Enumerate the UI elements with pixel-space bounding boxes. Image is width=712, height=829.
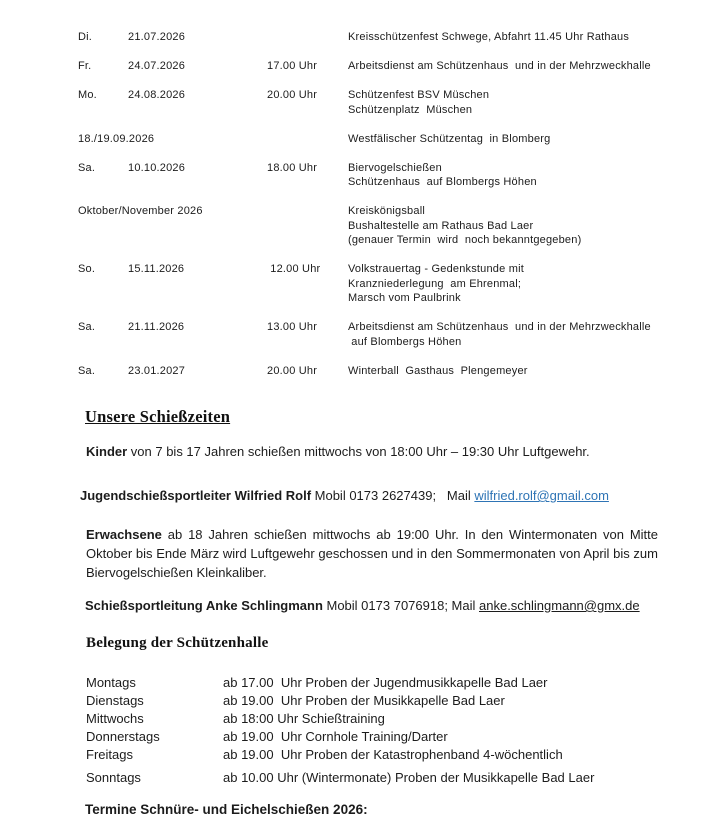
hall-day: Montags — [86, 675, 136, 690]
hall-text: ab 19.00 Uhr Proben der Musikkapelle Bad Laer — [223, 693, 505, 708]
hall-day: Donnerstags — [86, 729, 160, 744]
event-description-line: auf Blombergs Höhen — [348, 335, 462, 348]
event-row — [78, 30, 678, 45]
hall-row — [86, 692, 563, 710]
event-date: 15.11.2026 — [128, 263, 185, 275]
event-description-line: Kreisschützenfest Schwege, Abfahrt 11.45 Uhr Rathaus — [348, 31, 630, 43]
event-date: 10.10.2026 — [128, 161, 186, 174]
event-date: 24.08.2026 — [128, 89, 186, 101]
hall-day: Dienstags — [86, 693, 144, 708]
event-description — [348, 161, 678, 190]
event-date: 21.11.2026 — [128, 321, 185, 333]
event-description-line: Kreiskönigsball — [348, 205, 425, 217]
hall-row — [86, 746, 563, 764]
event-row — [78, 320, 678, 349]
schiessportleitung-name: Schießsportleitung Anke Schlingmann — [85, 598, 323, 613]
erwachsene-label: Erwachsene — [86, 527, 162, 542]
event-time: 13.00 Uhr — [267, 321, 318, 333]
erwachsene-text: ab 18 Jahren schießen mittwochs ab 19:00 Uhr. In den Wintermonaten von Mitte Oktober bis Ende März wird Luftgewehr geschossen und in den Sommermonaten von April bis zum Biervogelschießen Kleinkaliber. — [86, 527, 658, 580]
event-date: 21.07.2026 — [128, 31, 186, 43]
kinder-paragraph — [86, 443, 590, 460]
event-schedule-table — [78, 30, 678, 393]
event-day: Sa. — [78, 161, 96, 174]
schiessportleitung-email-link[interactable]: anke.schlingmann@gmx.de — [479, 598, 640, 613]
hall-day: Freitags — [86, 747, 133, 762]
event-day: So. — [78, 263, 96, 275]
kinder-label: Kinder — [86, 444, 128, 459]
schiessportleitung-contact: Mobil 0173 7076918; Mail — [322, 598, 479, 613]
hall-day: Mittwochs — [86, 711, 144, 726]
erwachsene-paragraph — [86, 525, 658, 582]
event-description — [348, 132, 678, 147]
hall-text: ab 19.00 Uhr Cornhole Training/Darter — [223, 729, 448, 744]
event-day: Mo. — [78, 89, 97, 101]
section-heading-schiesszeiten: Unsere Schießzeiten — [85, 407, 231, 426]
event-description-line: Arbeitsdienst am Schützenhaus und in der Mehrzweckhalle — [348, 60, 651, 72]
event-description — [348, 320, 678, 349]
event-row — [78, 59, 678, 74]
event-description — [348, 88, 678, 117]
event-date-range: Oktober/November 2026 — [78, 205, 203, 217]
jugendleiter-email-link[interactable]: wilfried.rolf@gmail.com — [474, 488, 609, 503]
event-row — [78, 204, 678, 248]
hall-row-sunday — [86, 769, 594, 787]
event-day: Di. — [78, 31, 93, 43]
event-description-line: Schützenplatz Müschen — [348, 103, 473, 116]
event-description-line: Volkstrauertag - Gedenkstunde mit — [348, 263, 524, 275]
event-row — [78, 88, 678, 117]
hall-text: ab 17.00 Uhr Proben der Jugendmusikkapelle Bad Laer — [223, 675, 548, 690]
hall-text: ab 18:00 Uhr Schießtraining — [223, 711, 385, 726]
event-description — [348, 59, 678, 74]
schiessportleitung-paragraph — [85, 597, 640, 614]
event-description-line: Marsch vom Paulbrink — [348, 292, 461, 304]
event-date: 23.01.2027 — [128, 364, 186, 377]
hall-row — [86, 710, 563, 728]
event-date-range: 18./19.09.2026 — [78, 132, 155, 145]
event-description-line: Winterball Gasthaus Plengemeyer — [348, 364, 528, 377]
hall-schedule-table — [86, 674, 563, 764]
jugendleiter-contact: Mobil 0173 2627439; Mail — [311, 488, 475, 503]
jugendleiter-name: Jugendschießsportleiter Wilfried Rolf — [80, 488, 312, 503]
event-row — [78, 364, 678, 379]
kinder-text: von 7 bis 17 Jahren schießen mittwochs von 18:00 Uhr – 19:30 Uhr Luftgewehr. — [127, 444, 590, 459]
section-heading-termine-schnuere: Termine Schnüre- und Eichelschießen 2026: — [85, 802, 368, 817]
event-day: Sa. — [78, 364, 96, 377]
event-description-line: Schützenfest BSV Müschen — [348, 89, 490, 101]
event-description — [348, 364, 678, 379]
event-date: 24.07.2026 — [128, 60, 186, 72]
event-row — [78, 132, 678, 147]
event-time: 17.00 Uhr — [267, 60, 318, 72]
event-row — [78, 262, 678, 306]
hall-row — [86, 728, 563, 746]
hall-text: ab 19.00 Uhr Proben der Katastrophenband 4-wöchentlich — [223, 747, 563, 762]
hall-text: ab 10.00 Uhr (Wintermonate) Proben der Musikkapelle Bad Laer — [223, 770, 595, 785]
hall-day: Sonntags — [86, 770, 141, 785]
event-row — [78, 161, 678, 190]
event-description-line: Biervogelschießen — [348, 161, 442, 174]
event-description-line: Kranzniederlegung am Ehrenmal; — [348, 277, 522, 290]
event-description-line: Bushaltestelle am Rathaus Bad Laer — [348, 219, 534, 232]
event-day: Fr. — [78, 60, 92, 72]
jugendleiter-paragraph — [80, 487, 609, 504]
event-time: 20.00 Uhr — [267, 364, 318, 377]
event-description-line: Westfälischer Schützentag in Blomberg — [348, 132, 551, 145]
event-description-line: Arbeitsdienst am Schützenhaus und in der Mehrzweckhalle — [348, 321, 651, 333]
event-description — [348, 262, 678, 306]
event-description-line: Schützenhaus auf Blombergs Höhen — [348, 176, 537, 188]
event-day: Sa. — [78, 321, 96, 333]
hall-row — [86, 674, 563, 692]
event-time: 18.00 Uhr — [267, 161, 318, 174]
event-time: 20.00 Uhr — [267, 89, 318, 101]
event-description — [348, 30, 678, 45]
event-description-line: (genauer Termin wird noch bekanntgegeben) — [348, 234, 582, 246]
event-description — [348, 204, 678, 248]
event-time: 12.00 Uhr — [267, 263, 321, 275]
section-heading-belegung: Belegung der Schützenhalle — [86, 635, 269, 651]
